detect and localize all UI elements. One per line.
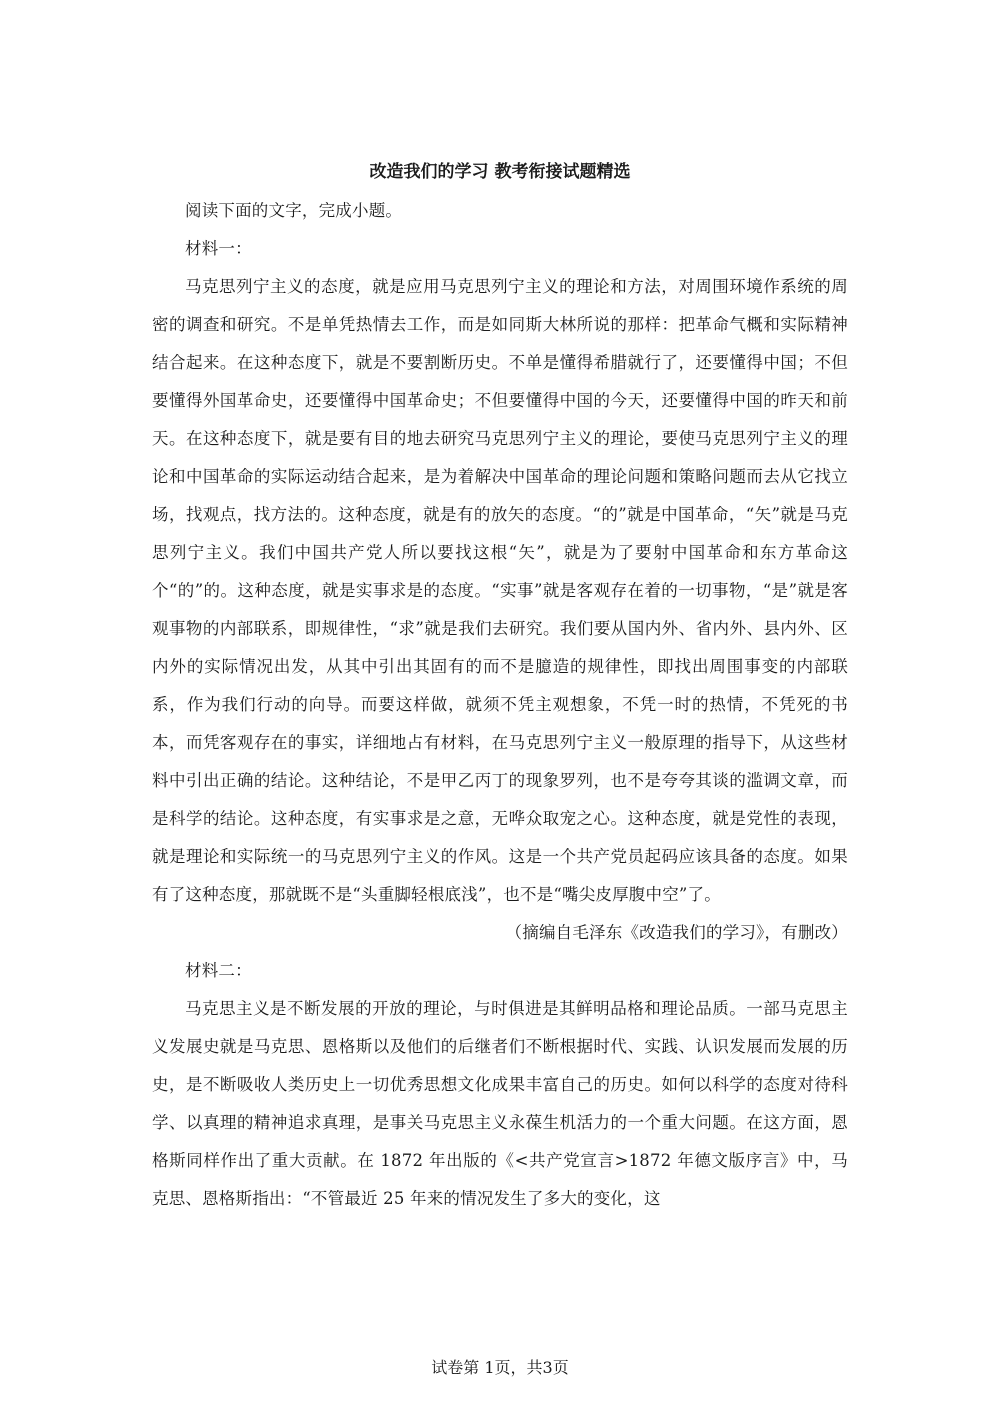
material1-label: 材料一：	[185, 239, 252, 258]
material2-label: 材料二：	[185, 961, 252, 980]
material1-source: （摘编自毛泽东《改造我们的学习》，有删改）	[505, 923, 848, 942]
page-footer: 试卷第 1页，共3页	[431, 1358, 569, 1377]
material2-body: 马克思主义是不断发展的开放的理论，与时俱进是其鲜明品格和理论品质。一部马克思主义发展史就是马克思、恩格斯以及他们的后继者们不断根据时代、实践、认识发展而发展的历史，是不断吸收人类历史上一切优秀思想文化成果丰富自己的历史。如何以科学的态度对待科学、以真理的精神追求真理，是事关马克思主义永葆生机活力的一个重大问题。在这方面，恩格斯同样作出了重大贡献。在 1872 年出版的《<共产党宣言>1872 年德文版序言》中，马克思、恩格斯指出：“不管最近 25 年来的情况发生了多大的变化，这	[152, 999, 848, 1208]
document-page	[152, 150, 848, 1218]
instruction-text: 阅读下面的文字，完成小题。	[185, 201, 403, 220]
material1-body: 马克思列宁主义的态度，就是应用马克思列宁主义的理论和方法，对周围环境作系统的周密的调查和研究。不是单凭热情去工作，而是如同斯大林所说的那样：把革命气概和实际精神结合起来。在这种态度下，就是不要割断历史。不单是懂得希腊就行了，还要懂得中国；不但要懂得外国革命史，还要懂得中国革命史；不但要懂得中国的今天，还要懂得中国的昨天和前天。在这种态度下，就是要有目的地去研究马克思列宁主义的理论，要使马克思列宁主义的理论和中国革命的实际运动结合起来，是为着解决中国革命的理论问题和策略问题而去从它找立场，找观点，找方法的。这种态度，就是有的放矢的态度。“的”就是中国革命，“矢”就是马克思列宁主义。我们中国共产党人所以要找这根“矢”，就是为了要射中国革命和东方革命这个“的”的。这种态度，就是实事求是的态度。“实事”就是客观存在着的一切事物，“是”就是客观事物的内部联系，即规律性，“求”就是我们去研究。我们要从国内外、省内外、县内外、区内外的实际情况出发，从其中引出其固有的而不是臆造的规律性，即找出周围事变的内部联系，作为我们行动的向导。而要这样做，就须不凭主观想象，不凭一时的热情，不凭死的书本，而凭客观存在的事实，详细地占有材料，在马克思列宁主义一般原理的指导下，从这些材料中引出正确的结论。这种结论，不是甲乙丙丁的现象罗列，也不是夸夸其谈的滥调文章，而是科学的结论。这种态度，有实事求是之意，无哗众取宠之心。这种态度，就是党性的表现，就是理论和实际统一的马克思列宁主义的作风。这是一个共产党员起码应该具备的态度。如果有了这种态度，那就既不是“头重脚轻根底浅”，也不是“嘴尖皮厚腹中空”了。	[152, 277, 848, 904]
document-title: 改造我们的学习 教考衔接试题精选	[369, 162, 631, 182]
